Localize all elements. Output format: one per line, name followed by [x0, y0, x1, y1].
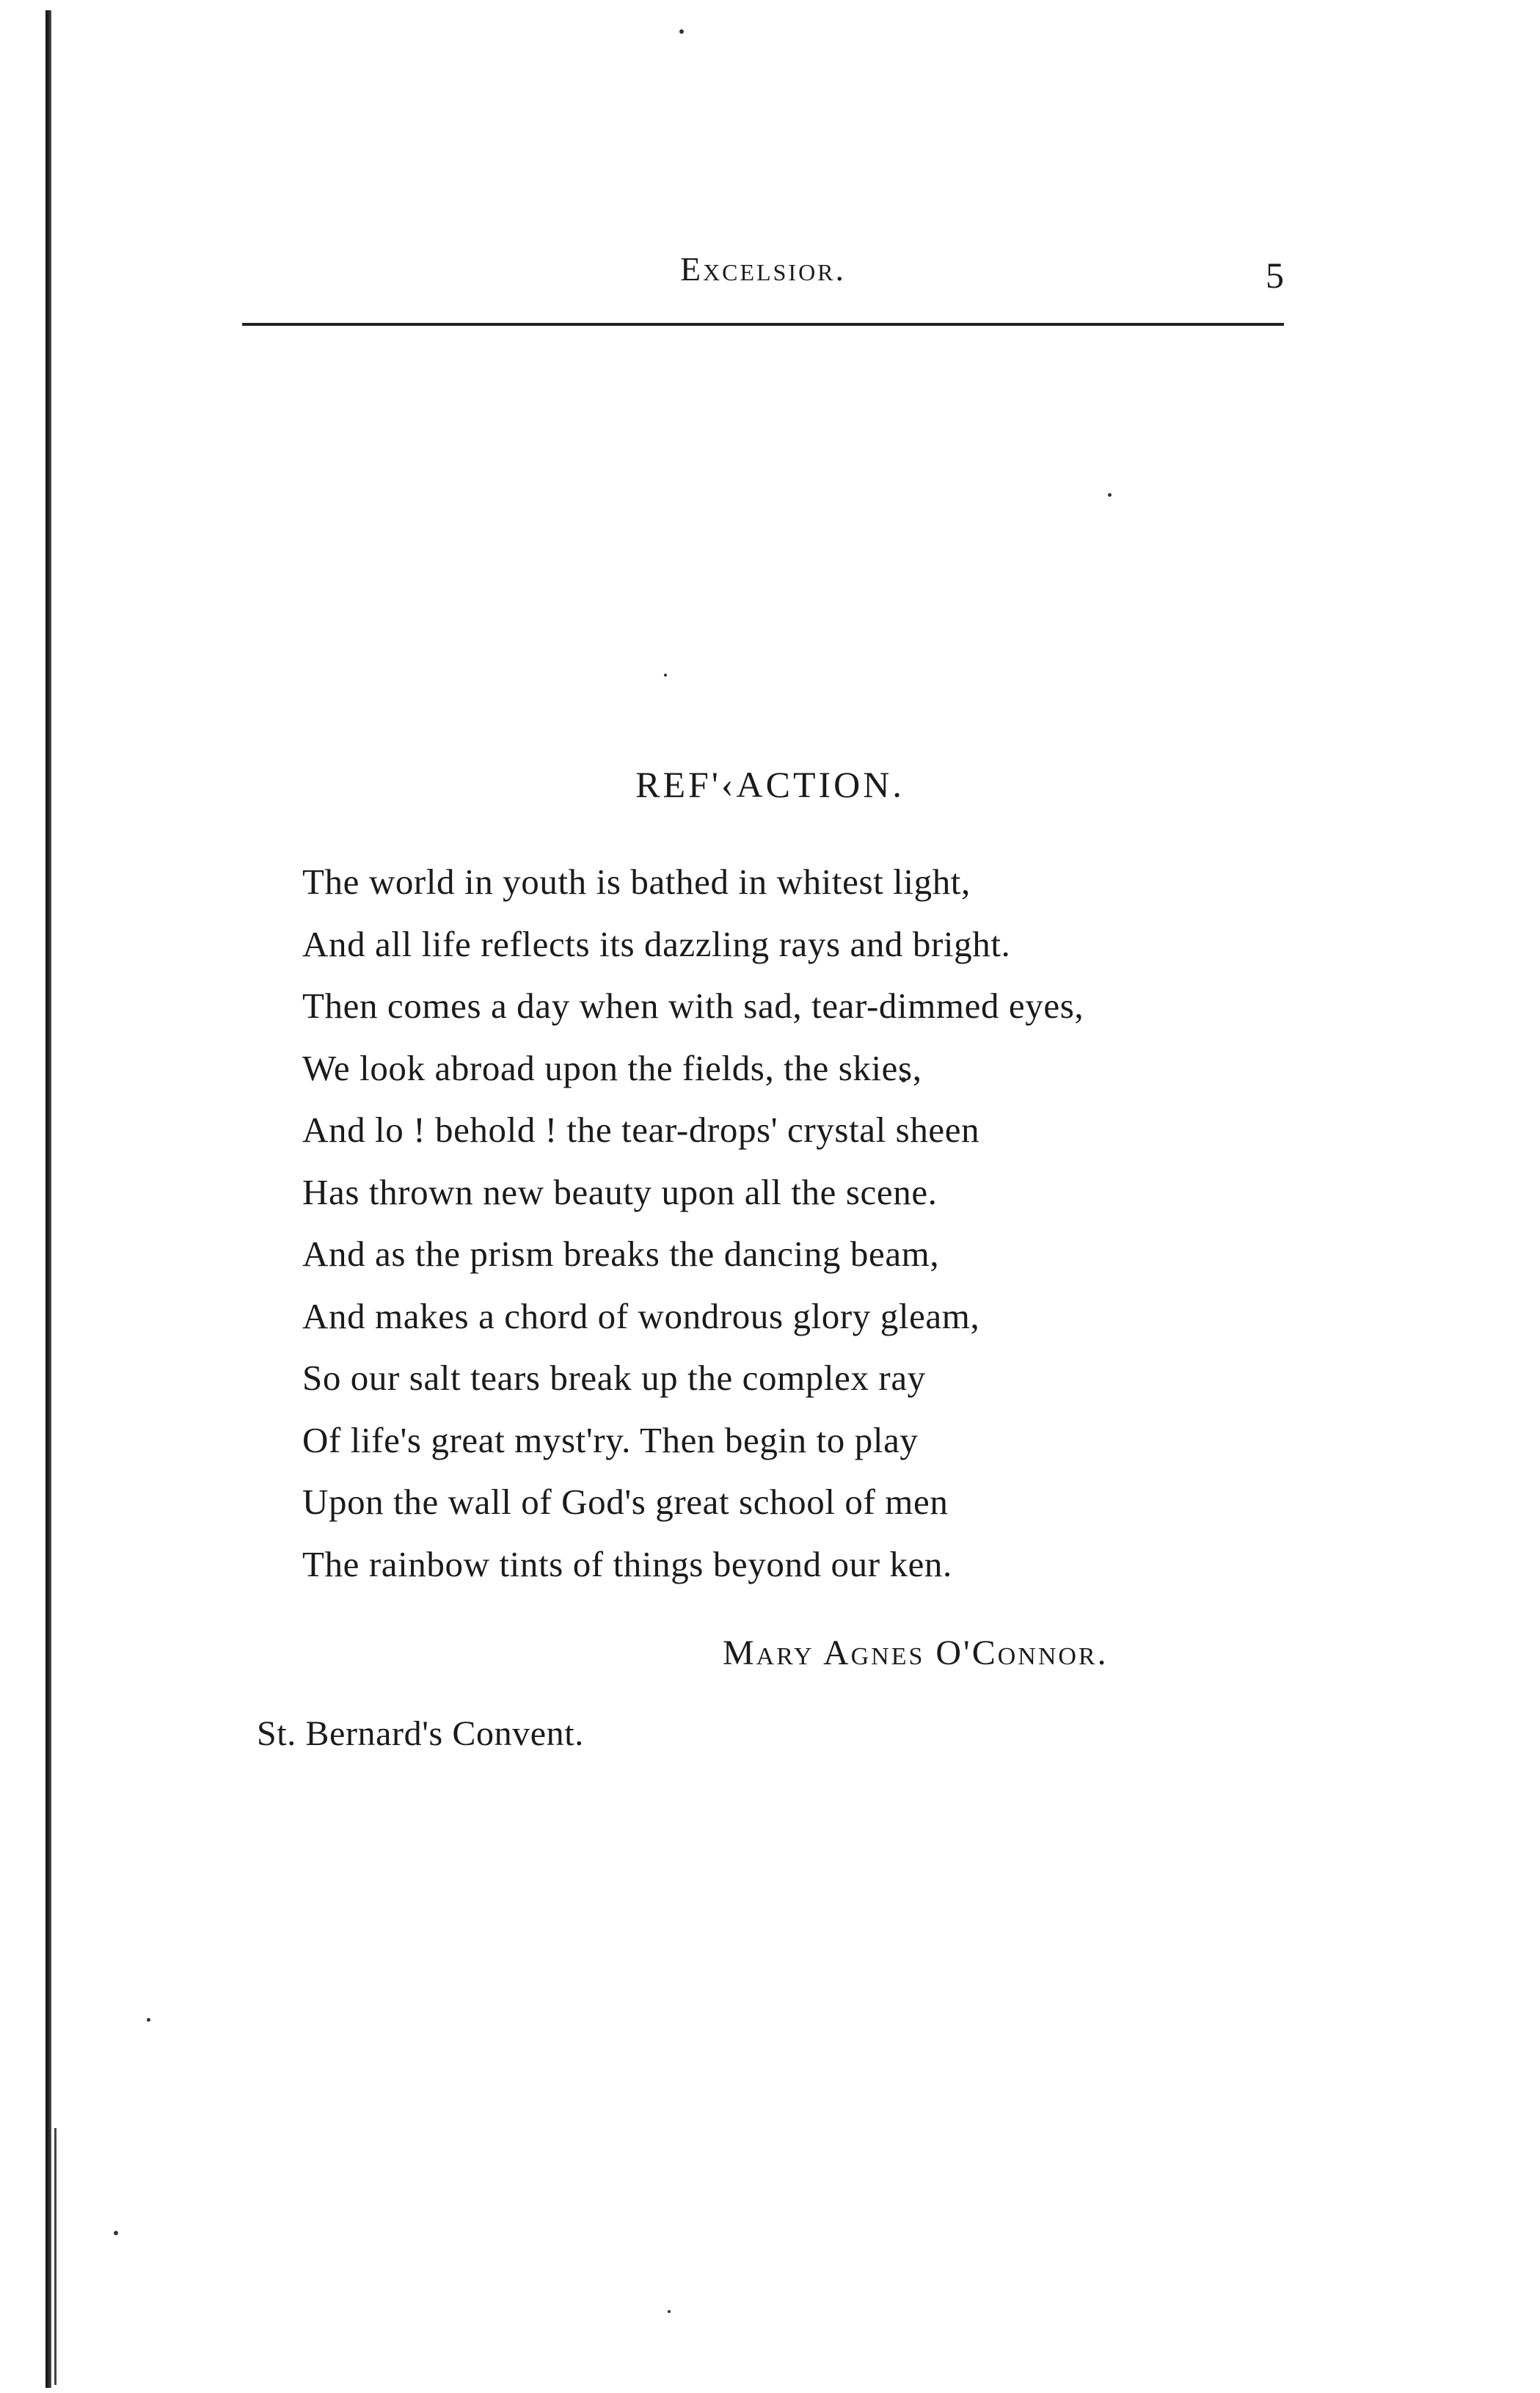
print-speck: [664, 674, 667, 677]
poem-line: Of life's great myst'ry. Then begin to play: [302, 1419, 919, 1460]
poem-line: Upon the wall of God's great school of men: [302, 1482, 949, 1522]
poem-line: And makes a chord of wondrous glory gleam,: [302, 1295, 980, 1336]
poem-location: St. Bernard's Convent.: [257, 1714, 584, 1753]
binding-edge: [45, 10, 51, 2388]
running-title: Excelsior.: [679, 250, 847, 288]
print-speck: [1108, 493, 1112, 497]
poem-line: So our salt tears break up the complex ray: [302, 1358, 926, 1398]
poem-body: [302, 851, 1447, 1595]
poem-line: We look abroad upon the fields, the skies,: [302, 1047, 922, 1088]
poem-line: And all life reflects its dazzling rays and bright.: [302, 923, 1011, 964]
header-rule: [242, 323, 1284, 326]
poem-line: Then comes a day when with sad, tear-dimmed eyes,: [302, 986, 1084, 1026]
poem-line: Has thrown new beauty upon all the scene.: [302, 1171, 938, 1212]
print-speck: [668, 2310, 671, 2313]
poem-line: And lo ! behold ! the tear-drops' crystal sheen: [302, 1110, 980, 1150]
poem-line: And as the prism breaks the dancing beam,: [302, 1234, 940, 1274]
poem-title: REF'‹ACTION.: [635, 764, 905, 805]
poem-line: The world in youth is bathed in whitest light,: [302, 862, 971, 902]
running-head: [242, 250, 1284, 316]
poem-line: The rainbow tints of things beyond our ken.: [302, 1543, 952, 1584]
print-speck: [679, 29, 684, 34]
poem-author: Mary Agnes O'Connor.: [723, 1633, 1109, 1672]
page-number: 5: [1266, 255, 1284, 296]
print-speck: [147, 2018, 150, 2022]
binding-edge-shadow: [54, 2128, 56, 2385]
print-speck: [114, 2231, 118, 2235]
